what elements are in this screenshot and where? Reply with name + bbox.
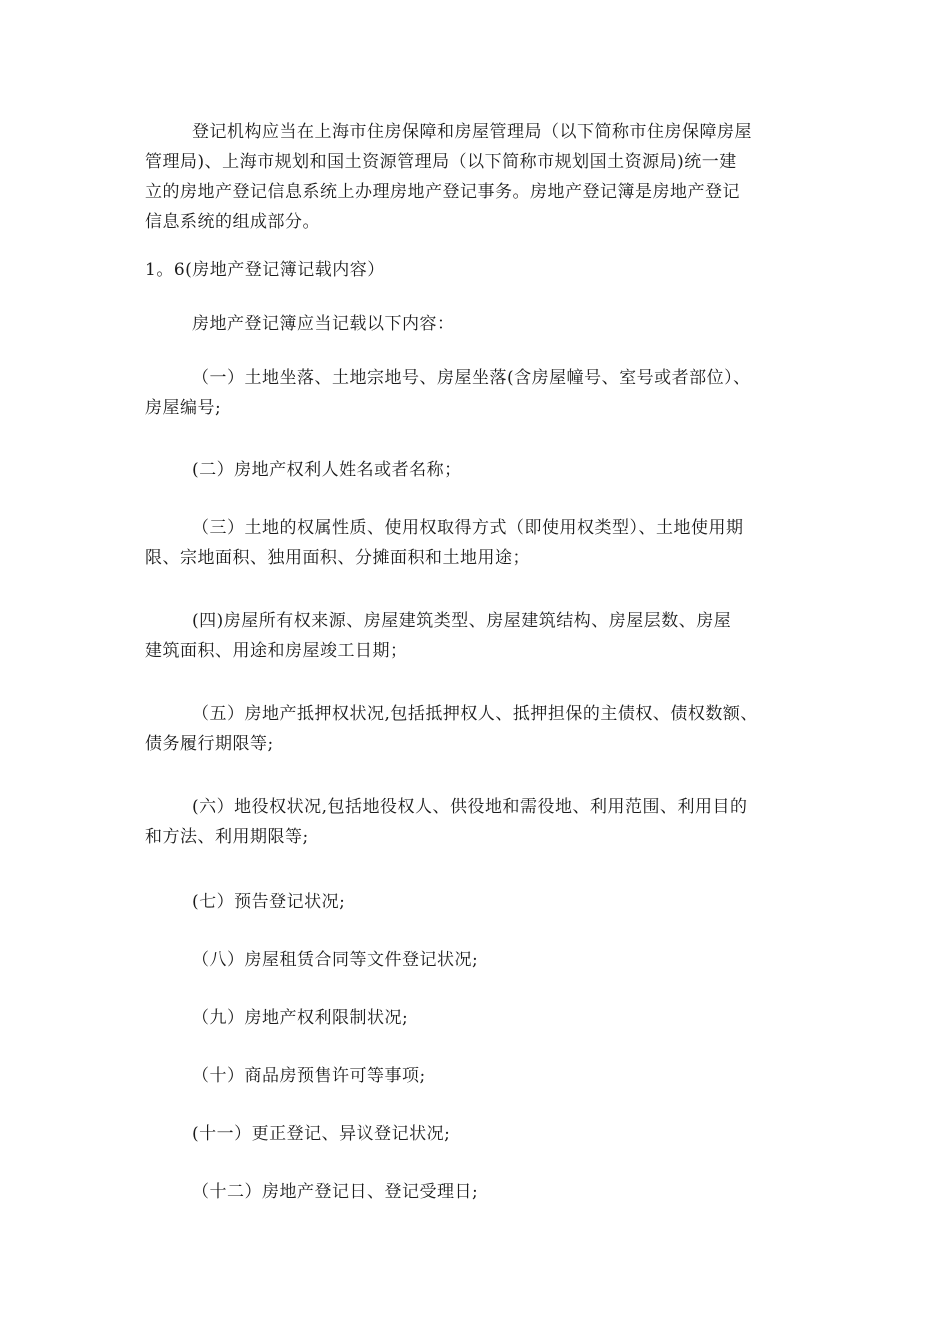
list-item: （九）房地产权利限制状况; [192,1008,409,1028]
list-item: （三）土地的权属性质、使用权取得方式（即使用权类型）、土地使用期 限、宗地面积、独用面积、分摊面积和土地用途； [145,518,744,568]
list-item: (七）预告登记状况; [192,892,346,912]
list-item: (十一）更正登记、异议登记状况; [192,1124,451,1144]
list-item: （十二）房地产登记日、登记受理日; [192,1182,479,1202]
intro-paragraph [145,117,807,237]
intro-line: 信息系统的组成部分。 [145,212,320,232]
list-item: （五）房地产抵押权状况,包括抵押权人、抵押担保的主债权、债权数额、 债务履行期限等; [145,704,758,754]
section-heading: 1。6(房地产登记簿记载内容） [145,260,385,280]
list-item: (二）房地产权利人姓名或者名称； [192,460,462,480]
list-item: （十）商品房预售许可等事项; [192,1066,426,1086]
document-page [145,0,807,1344]
intro-line: 登记机构应当在上海市住房保障和房屋管理局（以下简称市住房保障房屋 [192,122,752,142]
list-item: (四)房屋所有权来源、房屋建筑类型、房屋建筑结构、房屋层数、房屋 建筑面积、用途和房屋竣工日期； [145,611,732,661]
list-item: （八）房屋租赁合同等文件登记状况; [192,950,479,970]
lead-sentence: 房地产登记簿应当记载以下内容： [192,314,455,334]
list-item: (六）地役权状况,包括地役权人、供役地和需役地、利用范围、利用目的 和方法、利用期限等; [145,797,748,847]
intro-line: 立的房地产登记信息系统上办理房地产登记事务。房地产登记簿是房地产登记 [145,182,740,202]
intro-line: 管理局)、上海市规划和国土资源管理局（以下简称市规划国土资源局)统一建 [145,152,737,172]
list-item: （一）土地坐落、土地宗地号、房屋坐落(含房屋幢号、室号或者部位）、 房屋编号; [145,368,751,418]
